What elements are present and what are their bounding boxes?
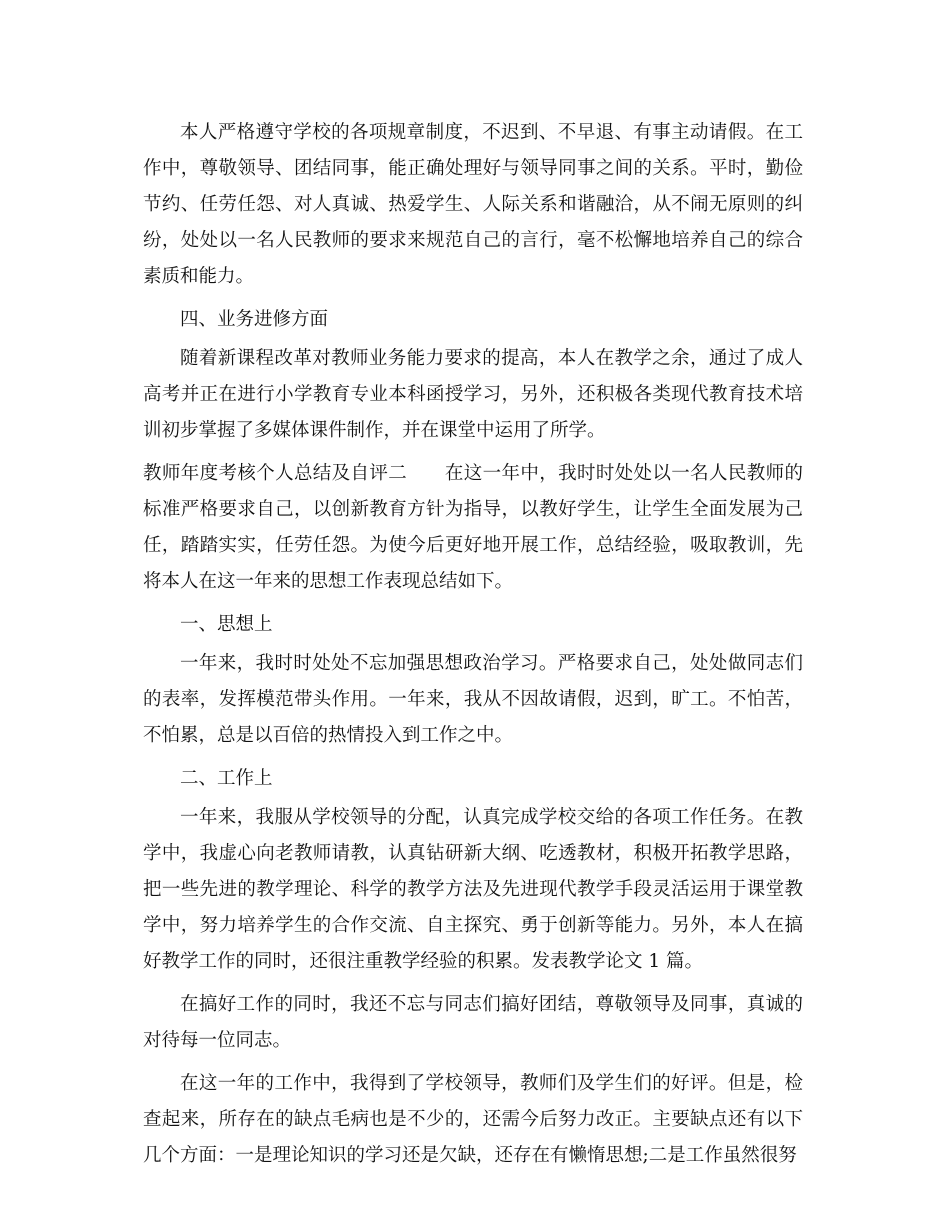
paragraph-professional-study: 随着新课程改革对教师业务能力要求的提高，本人在教学之余，通过了成人高考并正在进行小学教育专业本科函授学习，另外，还积极各类现代教育技术培训初步掌握了多媒体课件制作，并在课堂中运用了所学。 (143, 348, 803, 441)
section-heading-professional-study: 四、业务进修方面 (180, 309, 329, 330)
paragraph-unity: 在搞好工作的同时，我还不忘与同志们搞好团结，尊敬领导及同事，真诚的对待每一位同志。 (143, 994, 803, 1051)
paragraph-shortcomings: 在这一年的工作中，我得到了学校领导，教师们及学生们的好评。但是，检查起来，所存在的缺点毛病也是不少的，还需今后努力改正。主要缺点还有以下几个方面：一是理论知识的学习还是欠缺，还存在有懒惰思想;二是工作虽然很努 (143, 1073, 803, 1166)
paragraph-work: 一年来，我服从学校领导的分配，认真完成学校交给的各项工作任务。在教学中，我虚心向老教师请教，认真钻研新大纲、吃透教材，积极开拓教学思路，把一些先进的教学理论、科学的教学方法及先进现代教学手段灵活运用于课堂教学中，努力培养学生的合作交流、自主探究、勇于创新等能力。另外，本人在搞好教学工作的同时，还很注重教学经验的积累。发表教学论文 1 篇。 (143, 807, 803, 972)
paragraph-rules-conduct: 本人严格遵守学校的各项规章制度，不迟到、不早退、有事主动请假。在工作中，尊敬领导、团结同事，能正确处理好与领导同事之间的关系。平时，勤俭节约、任劳任怨、对人真诚、热爱学生、人际关系和谐融洽，从不闹无原则的纠纷，处处以一名人民教师的要求来规范自己的言行，毫不松懈地培养自己的综合素质和能力。 (143, 122, 803, 287)
section-heading-work: 二、工作上 (180, 768, 273, 789)
paragraph-ideology: 一年来，我时时处处不忘加强思想政治学习。严格要求自己，处处做同志们的表率，发挥模范带头作用。一年来，我从不因故请假，迟到，旷工。不怕苦，不怕累，总是以百倍的热情投入到工作之中。 (143, 653, 803, 746)
document-body (143, 115, 803, 1181)
section-heading-ideology: 一、思想上 (180, 614, 273, 635)
paragraph-summary-intro: 教师年度考核个人总结及自评二 在这一年中，我时时处处以一名人民教师的标准严格要求自己，以创新教育方针为指导，以教好学生，让学生全面发展为己任，踏踏实实，任劳任怨。为使今后更好地开展工作，总结经验，吸取教训，先将本人在这一年来的思想工作表现总结如下。 (143, 463, 803, 592)
